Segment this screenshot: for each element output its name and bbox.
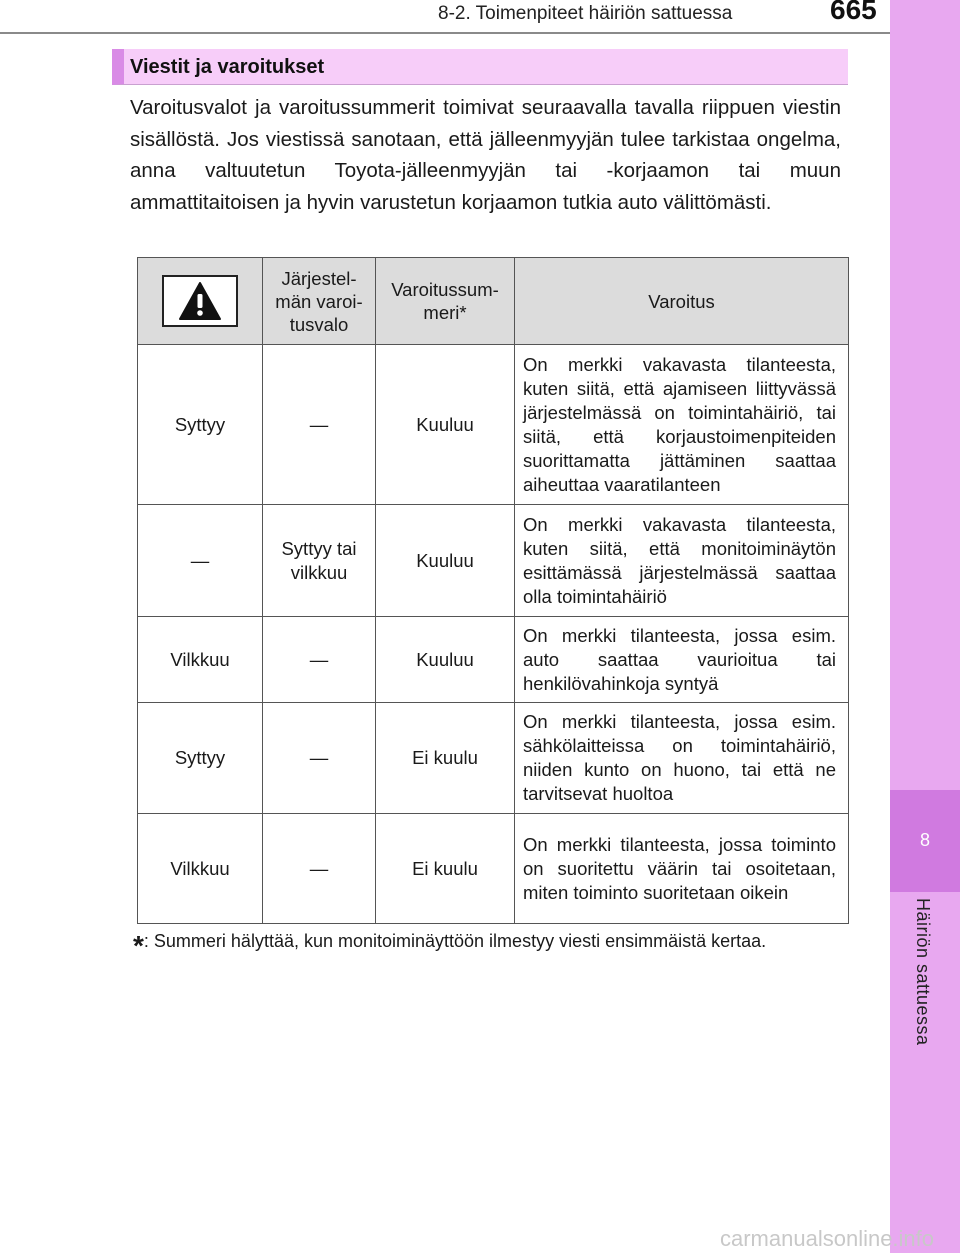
header-buzzer: Varoitussum-meri* xyxy=(376,258,515,345)
cell-icon-light: Vilkkuu xyxy=(138,814,263,924)
warning-triangle-icon xyxy=(162,275,238,327)
cell-icon-light: Syttyy xyxy=(138,703,263,814)
table-row xyxy=(138,814,849,924)
cell-icon-light: Syttyy xyxy=(138,345,263,505)
cell-system-light: — xyxy=(263,617,376,703)
cell-buzzer: Ei kuulu xyxy=(376,814,515,924)
warning-table xyxy=(137,257,849,924)
table-row xyxy=(138,505,849,617)
footnote-text: : Summeri hälyttää, kun monitoiminäyttöön ilmestyy viesti ensimmäistä kertaa. xyxy=(143,931,767,951)
intro-paragraph: Varoitusvalot ja varoitussummerit toimivat seuraavalla tavalla riippuen viestin sisällöstä. Jos viestissä sanotaan, että jälleenmyyjän tulee tarkistaa ongelma, anna valtuutetun Toyota-jälleenmyyjän tai -korjaamon tai muun ammattitaitoisen ja hyvin varustetun korjaamon tutkia auto välittömästi. xyxy=(130,96,841,214)
cell-system-light: Syttyy tai vilkkuu xyxy=(263,505,376,617)
cell-warning: On merkki tilanteesta, jossa toiminto on suoritettu väärin tai osoitetaan, miten toiminto suoritetaan oikein xyxy=(515,814,849,924)
cell-icon-light: — xyxy=(138,505,263,617)
cell-buzzer: Ei kuulu xyxy=(376,703,515,814)
chapter-side-tab xyxy=(890,0,960,1253)
table-row xyxy=(138,617,849,703)
cell-buzzer: Kuuluu xyxy=(376,345,515,505)
header-warning: Varoitus xyxy=(515,258,849,345)
table-header-row xyxy=(138,258,849,345)
cell-system-light: — xyxy=(263,703,376,814)
table-row xyxy=(138,345,849,505)
cell-system-light: — xyxy=(263,814,376,924)
chapter-number: 8 xyxy=(919,830,930,850)
header-system-light: Järjestel-män varoi-tusvalo xyxy=(263,258,376,345)
header-divider xyxy=(0,32,890,34)
cell-warning: On merkki vakavasta tilanteesta, kuten siitä, että monitoiminäytön esittämässä järjestelmässä saattaa olla toimintahäiriö xyxy=(515,505,849,617)
footnote xyxy=(133,930,766,962)
cell-icon-light: Vilkkuu xyxy=(138,617,263,703)
section-heading xyxy=(112,49,848,85)
cell-buzzer: Kuuluu xyxy=(376,505,515,617)
watermark: carmanualsonline.info xyxy=(720,1226,935,1251)
header-section-title: 8-2. Toimenpiteet häiriön sattuessa xyxy=(438,3,733,24)
header-icon-cell xyxy=(138,258,263,345)
chapter-label: Häiriön sattuessa xyxy=(913,898,933,1046)
cell-buzzer: Kuuluu xyxy=(376,617,515,703)
cell-system-light: — xyxy=(263,345,376,505)
table-row xyxy=(138,703,849,814)
cell-warning: On merkki tilanteesta, jossa esim. sähkölaitteissa on toimintahäiriö, niiden kunto on huono, tai että ne tarvitsevat huoltoa xyxy=(515,703,849,814)
footnote-mark: * xyxy=(133,930,144,961)
page-number: 665 xyxy=(830,0,877,25)
cell-warning: On merkki vakavasta tilanteesta, kuten siitä, että ajamiseen liittyvässä järjestelmässä on toimintahäiriö, tai siitä, että korjaustoimenpiteiden suorittamatta jättäminen saattaa aiheuttaa vaaratilanteen xyxy=(515,345,849,505)
section-heading-text: Viestit ja varoitukset xyxy=(130,56,325,78)
cell-warning: On merkki tilanteesta, jossa esim. auto saattaa vaurioitua tai henkilövahinkoja syntyä xyxy=(515,617,849,703)
